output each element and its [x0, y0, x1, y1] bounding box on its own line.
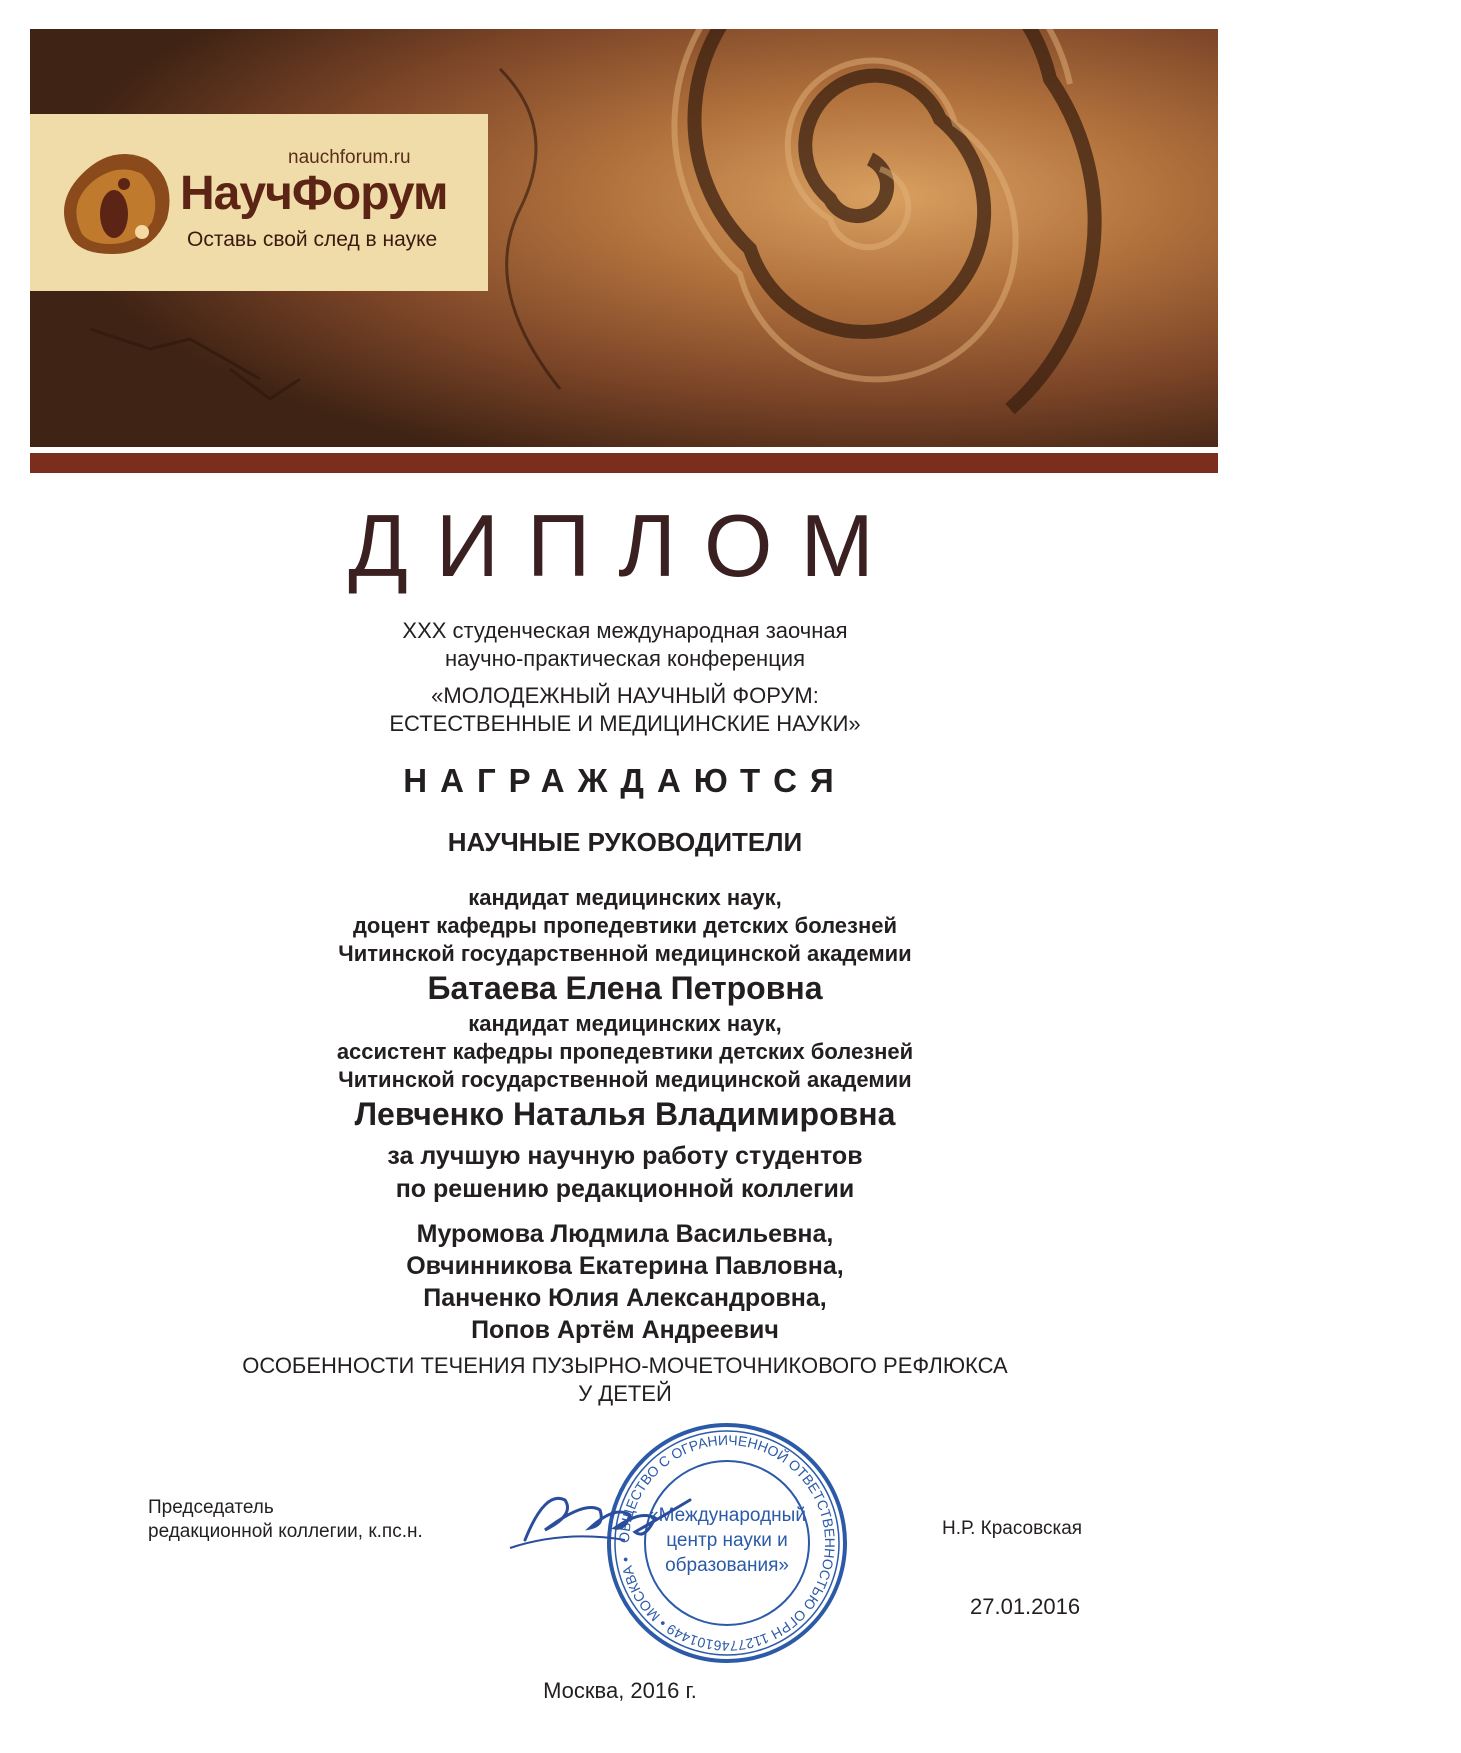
supervisor-name: Батаева Елена Петровна	[427, 970, 823, 1006]
topic-line: ОСОБЕННОСТИ ТЕЧЕНИЯ ПУЗЫРНО-МОЧЕТОЧНИКОВОГО РЕФЛЮКСА	[242, 1353, 1008, 1378]
students-list	[250, 1218, 1000, 1346]
work-topic	[150, 1352, 1100, 1408]
diploma-title: ДИПЛОМ	[348, 496, 902, 595]
conference-description	[250, 617, 1000, 673]
footprint-stone-icon	[52, 144, 177, 259]
student-name: Попов Артём Андреевич	[471, 1316, 779, 1344]
supervisors-heading: НАУЧНЫЕ РУКОВОДИТЕЛИ	[447, 827, 803, 857]
credential-line: кандидат медицинских наук,	[468, 1011, 782, 1036]
chair-title	[148, 1496, 423, 1544]
logo	[30, 114, 488, 291]
credential-line: кандидат медицинских наук,	[468, 885, 782, 910]
reason-line: по решению редакционной коллегии	[395, 1175, 855, 1203]
supervisor-name: Левченко Наталья Владимировна	[354, 1096, 896, 1132]
issue-date: 27.01.2016	[970, 1594, 1081, 1619]
logo-name: НаучФорум	[180, 167, 448, 220]
stamp-outer-text: ОБЩЕСТВО С ОГРАНИЧЕННОЙ ОТВЕТСТВЕННОСТЬЮ ОГРН 1127746101449 • МОСКВА •	[615, 1431, 839, 1655]
credential-line: Читинской государственной медицинской академии	[338, 1067, 912, 1092]
conference-name-line: «МОЛОДЕЖНЫЙ НАУЧНЫЙ ФОРУМ:	[431, 683, 819, 708]
reason-line: за лучшую научную работу студентов	[387, 1142, 863, 1170]
stamp-line: «Международный	[648, 1505, 806, 1526]
conference-name	[250, 682, 1000, 738]
credential-line: ассистент кафедры пропедевтики детских болезней	[336, 1039, 914, 1064]
student-name: Овчинникова Екатерина Павловна,	[406, 1252, 844, 1280]
awarded-heading: НАГРАЖДАЮТСЯ	[403, 762, 847, 799]
topic-line: У ДЕТЕЙ	[578, 1381, 672, 1406]
handwritten-signature	[505, 1470, 705, 1560]
logo-site-url[interactable]: nauchforum.ru	[288, 147, 411, 168]
conference-name-line: ЕСТЕСТВЕННЫЕ И МЕДИЦИНСКИЕ НАУКИ»	[389, 711, 861, 736]
award-reason	[250, 1140, 1000, 1206]
stamp-line: центр науки и	[666, 1530, 788, 1551]
stamp-line: образования»	[665, 1555, 789, 1576]
conference-line: научно-практическая конференция	[444, 646, 805, 671]
supervisor-credentials	[250, 884, 1000, 968]
header-banner	[30, 29, 1218, 447]
city-year: Москва, 2016 г.	[543, 1678, 697, 1703]
student-name: Муромова Людмила Васильевна,	[416, 1220, 834, 1248]
supervisor-credentials	[250, 1010, 1000, 1094]
chair-line: Председатель	[148, 1497, 274, 1518]
student-name: Панченко Юлия Александровна,	[423, 1284, 827, 1312]
credential-line: доцент кафедры пропедевтики детских болезней	[352, 913, 898, 938]
chair-line: редакционной коллегии, к.пс.н.	[148, 1521, 423, 1542]
header-divider	[30, 453, 1218, 473]
logo-tagline: Оставь свой след в науке	[187, 228, 438, 251]
credential-line: Читинской государственной медицинской академии	[338, 941, 912, 966]
conference-line: XXX студенческая международная заочная	[402, 618, 848, 643]
signer-name: Н.Р. Красовская	[942, 1518, 1083, 1539]
